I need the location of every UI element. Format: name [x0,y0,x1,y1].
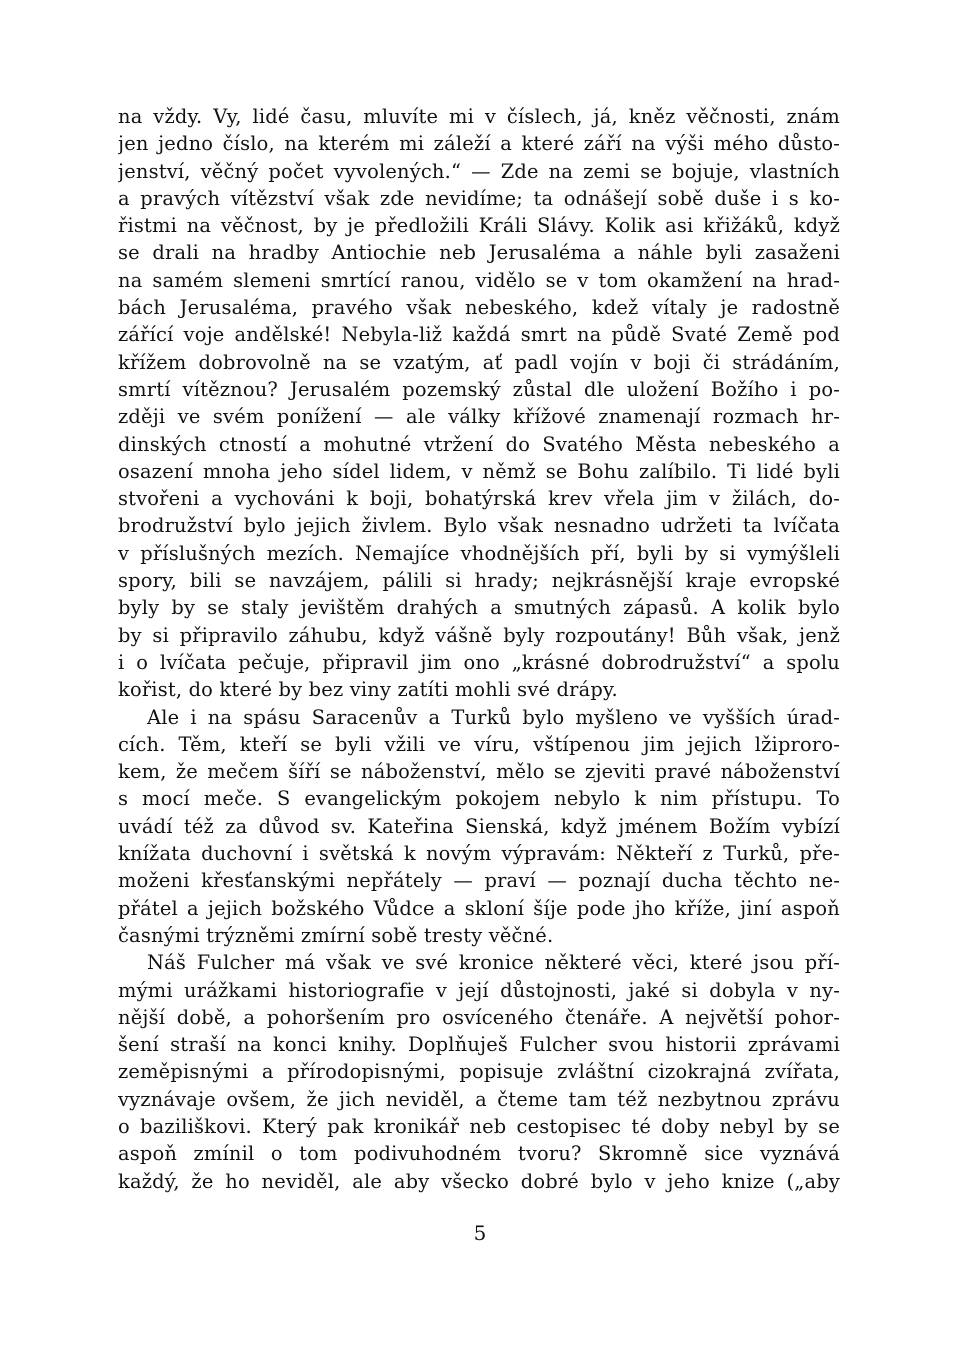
text-line: spory, bili se navzájem, pálili si hrady; nejkrásnější kraje evropské [118,569,840,593]
text-line: smrtí vítěznou? Jerusalém pozemský zůstal dle uložení Božího i po- [118,377,840,401]
text-line: vyznávaje ovšem, že jich neviděl, a čteme tam též nezbytnou zprávu [118,1087,840,1111]
text-line: osazení mnoha jeho sídel lidem, v němž se Bohu zalíbilo. Ti lidé byli [118,459,840,483]
text-line: nější době, a pohoršením pro osvíceného čtenáře. A největší pohor- [118,1005,840,1029]
text-line: jen jedno číslo, na kterém mi záleží a které září na výši mého důsto- [118,132,840,156]
text-line: knížata duchovní i světská k novým výpravám: Někteří z Turků, pře- [118,842,840,866]
text-line: šení straší na konci knihy. Doplňuješ Fulcher svou historii zprávami [118,1033,840,1057]
page-text [118,103,840,1195]
text-line: brodružství bylo jejich živlem. Bylo však nesnadno udržeti ta lvíčata [118,514,840,538]
text-line: Náš Fulcher má však ve své kronice některé věci, které jsou pří- [147,951,840,975]
text-line: mými urážkami historiografie v její důstojnosti, jaké si dobyla v ny- [118,978,840,1002]
text-line: zeměpisnými a přírodopisnými, popisuje zvláštní cizokrajná zvířata, [118,1060,840,1084]
text-line: zářící voje andělské! Nebyla-liž každá smrt na půdě Svaté Země pod [118,323,840,347]
text-line: kořist, do které by bez viny zatíti mohli své drápy. [118,678,618,702]
text-line: na samém slemeni smrtící ranou, vidělo se v tom okamžení na hrad- [118,268,840,292]
text-line: dinských ctností a mohutné vtržení do Svatého Města nebeského a [118,432,840,456]
text-line: řistmi na věčnost, by je předložili Králi Slávy. Kolik asi křižáků, když [118,214,840,238]
text-line: zději ve svém ponížení — ale války křížové znamenají rozmach hr- [118,405,840,429]
text-line: a pravých vítězství však zde nevidíme; ta odnášejí sobě duše i s ko- [118,186,840,210]
text-line: s mocí meče. S evangelickým pokojem nebylo k nim přístupu. To [118,787,840,811]
text-line: na vždy. Vy, lidé času, mluvíte mi v číslech, já, kněz věčnosti, znám [118,105,840,128]
text-line: bách Jerusaléma, pravého však nebeského, kdež vítaly je radostně [118,296,840,320]
text-line: o baziliškovi. Který pak kronikář neb cestopisec té doby nebyl by se [118,1114,840,1138]
text-line: Ale i na spásu Saracenův a Turků bylo myšleno ve vyšších úrad- [147,705,840,729]
text-line: uvádí též za důvod sv. Kateřina Sienská, když jménem Božím vybízí [118,814,840,838]
text-line: aspoň zmínil o tom podivuhodném tvoru? Skromně sice vyznává [118,1142,840,1166]
text-line: cích. Těm, kteří se byli vžili ve víru, vštípenou jim jejich lžiproro- [118,732,840,756]
text-line: přátel a jejich božského Vůdce a skloní šíje pode jho kříže, jiní aspoň [118,896,840,920]
text-line: křížem dobrovolně na se vzatým, ať padl vojín v boji či strádáním, [118,350,840,374]
text-line: časnými trýzněmi zmírní sobě tresty věčné. [118,923,554,947]
paragraph [118,103,840,704]
text-line: moženi křesťanskými nepřátely — praví — poznají ducha těchto ne- [118,869,840,893]
text-line: každý, že ho neviděl, ale aby všecko dobré bylo v jeho knize („aby [118,1169,840,1193]
text-line: se drali na hradby Antiochie neb Jerusaléma a náhle byli zasaženi [118,241,840,265]
text-line: byly by se staly jevištěm drahých a smutných zápasů. A kolik bylo [118,596,840,620]
paragraph [118,704,840,950]
page-number: 5 [473,1221,487,1245]
paragraph [118,949,840,1195]
text-line: v příslušných mezích. Nemajíce vhodnějších pří, byli by si vymýšleli [118,541,840,565]
text-line: kem, že mečem šíří se náboženství, mělo se zjeviti pravé náboženství [118,760,840,784]
text-line: i o lvíčata pečuje, připravil jim ono „krásné dobrodružství“ a spolu [118,650,840,674]
text-line: jenství, věčný počet vyvolených.“ — Zde na zemi se bojuje, vlastních [118,159,840,183]
text-line: by si připravilo záhubu, když vášně byly rozpoutány! Bůh však, jenž [118,623,840,647]
text-line: stvořeni a vychováni k boji, bohatýrská krev vřela jim v žilách, do- [118,487,840,511]
